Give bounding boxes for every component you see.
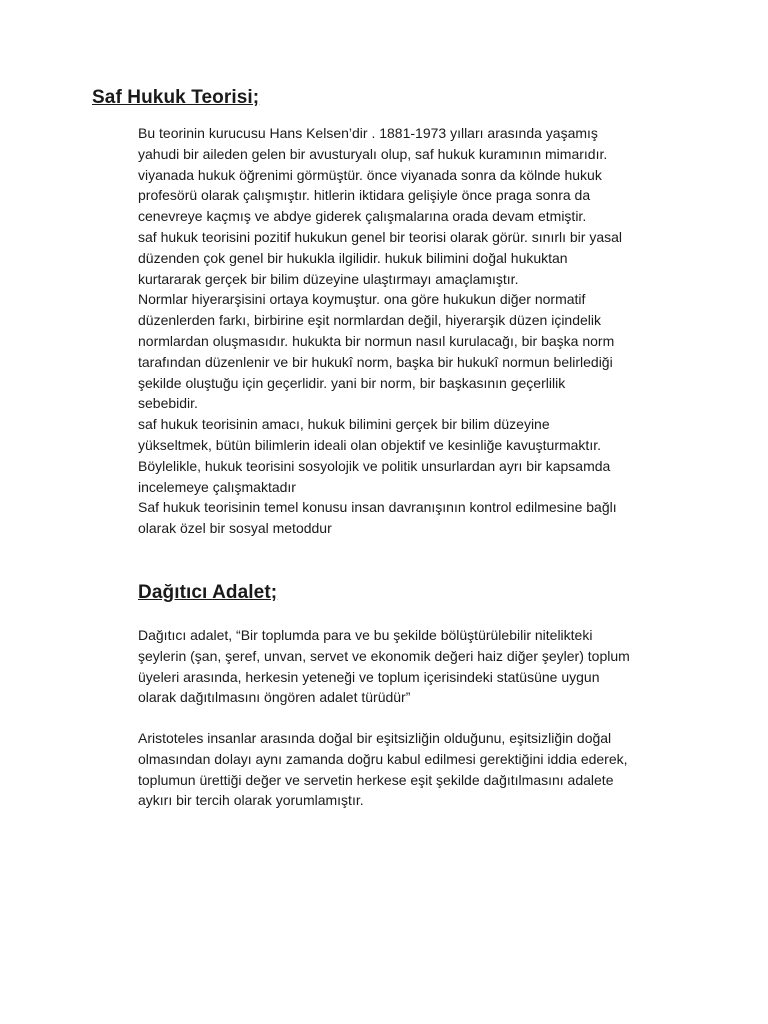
text-line: şeylerin (şan, şeref, unvan, servet ve ekonomik değeri haiz diğer şeyler) toplum: [138, 647, 630, 664]
text-line: üyeleri arasında, herkesin yeteneği ve toplum içerisindeki statüsüne uygun: [138, 668, 600, 685]
text-line: saf hukuk teorisini pozitif hukukun genel bir teorisi olarak görür. sınırlı bir yasal: [138, 228, 623, 245]
text-line: Aristoteles insanlar arasında doğal bir eşitsizliğin olduğunu, eşitsizliğin doğal: [138, 730, 612, 746]
text-line: Dağıtıcı adalet, “Bir toplumda para ve bu şekilde bölüştürülebilir nitelikteki: [138, 627, 593, 643]
text-line: olarak özel bir sosyal metoddur: [138, 520, 332, 537]
text-line: kurtararak gerçek bir bilim düzeyine ulaştırmayı amaçlamıştır.: [138, 270, 519, 287]
text-line: cenevreye kaçmış ve abdye giderek çalışmalarına orada devam etmiştir.: [138, 208, 587, 225]
text-line: incelemeye çalışmaktadır: [138, 478, 296, 495]
text-line: toplumun ürettiği değer ve servetin herkese eşit şekilde dağıtılmasını adalete: [138, 771, 614, 788]
section-body-saf-hukuk: [138, 123, 698, 539]
text-line: tarafından düzenlenir ve bir hukukî norm, başka bir hukukî normun belirlediği: [138, 353, 613, 370]
text-line: yahudi bir aileden gelen bir avusturyalı olup, saf hukuk kuramının mimarıdır.: [138, 145, 608, 162]
text-line: aykırı bir tercih olarak yorumlamıştır.: [138, 792, 364, 809]
text-line: yükseltmek, bütün bilimlerin ideali olan objektif ve kesinliğe kavuşturmaktır.: [138, 436, 601, 453]
text-line: Saf hukuk teorisinin temel konusu insan davranışının kontrol edilmesine bağlı: [138, 499, 617, 516]
section-title-saf-hukuk: Saf Hukuk Teorisi;: [92, 87, 260, 108]
text-line: olmasından dolayı aynı zamanda doğru kabul edilmesi gerektiğini iddia ederek,: [138, 750, 628, 767]
text-line: şekilde oluştuğu için geçerlidir. yani bir norm, bir başkasının geçerlilik: [138, 374, 566, 391]
text-line: düzenden çok genel bir hukukla ilgilidir. hukuk bilimini doğal hukuktan: [138, 249, 568, 266]
text-line: sebebidir.: [138, 395, 198, 412]
paragraph-aristoteles: [138, 728, 698, 811]
text-line: viyanada hukuk öğrenimi görmüştür. önce viyanada sonra da kölnde hukuk: [138, 166, 602, 183]
text-line: olarak dağıtılmasını öngören adalet türüdür”: [138, 689, 411, 706]
text-line: profesörü olarak çalışmıştır. hitlerin iktidara gelişiyle önce praga sonra da: [138, 187, 591, 204]
paragraph-definition: [138, 625, 698, 708]
text-line: Bu teorinin kurucusu Hans Kelsen’dir . 1881-1973 yılları arasında yaşamış: [138, 125, 598, 141]
text-line: Normlar hiyerarşisini ortaya koymuştur. ona göre hukukun diğer normatif: [138, 291, 586, 308]
text-line: düzenlerden farkı, birbirine eşit normlardan değil, hiyerarşik düzen içindelik: [138, 312, 602, 329]
text-line: Böylelikle, hukuk teorisini sosyolojik ve politik unsurlardan ayrı bir kapsamda: [138, 457, 611, 474]
section-title-dagitici-adalet: Dağıtıcı Adalet;: [138, 582, 278, 603]
text-line: saf hukuk teorisinin amacı, hukuk bilimini gerçek bir bilim düzeyine: [138, 416, 550, 433]
text-line: normlardan oluşmasıdır. hukukta bir normun nasıl kurulacağı, bir başka norm: [138, 332, 615, 349]
